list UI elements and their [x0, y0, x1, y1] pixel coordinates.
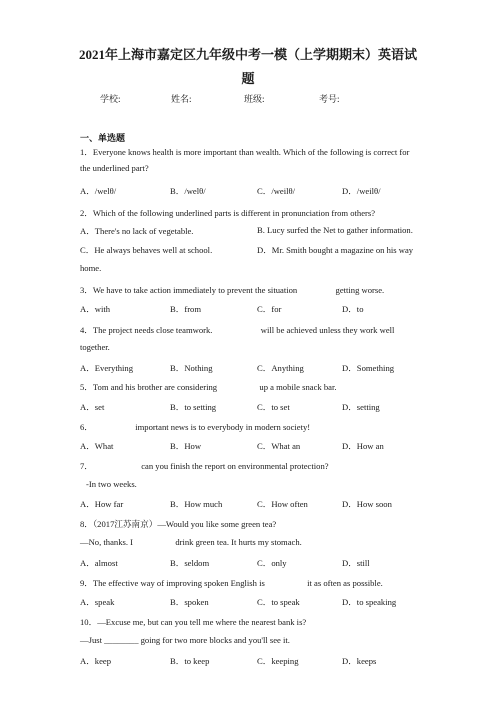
q9-option-a[interactable]: A．speak [80, 597, 115, 607]
q5-option-c[interactable]: C．to set [257, 402, 290, 412]
question-4-line2: together. [80, 342, 110, 352]
question-7-line [80, 460, 329, 472]
question-5-text-a: 5．Tom and his brother are considering [80, 382, 218, 392]
question-9-line [80, 577, 383, 589]
question-3-text-b: getting worse. [335, 285, 385, 295]
q6-option-d[interactable]: D．How an [342, 441, 384, 451]
question-4-text-b: will be achieved unless they work well [260, 325, 395, 335]
question-6-line [80, 421, 310, 433]
question-1-line1 [80, 146, 409, 158]
q2-option-d-continued: home. [80, 263, 102, 273]
q10-option-c[interactable]: C．keeping [257, 656, 299, 666]
q2-option-d[interactable]: D．Mr. Smith bought a magazine on his way [257, 245, 414, 255]
q7-option-d[interactable]: D．How soon [342, 499, 392, 509]
q1-option-c[interactable]: C．/weilθ/ [257, 186, 296, 196]
q7-option-a[interactable]: A．How far [80, 499, 124, 509]
q7-option-b[interactable]: B．How much [170, 499, 223, 509]
q2-option-c[interactable]: C．He always behaves well at school. [80, 245, 213, 255]
question-1-line2: the underlined part? [80, 163, 149, 173]
q2-option-a[interactable]: A．There's no lack of vegetable. [80, 226, 194, 236]
question-6-number: 6． [80, 422, 93, 432]
q1-option-a[interactable]: A．/welθ/ [80, 186, 117, 196]
question-2-text: 2．Which of the following underlined parts is different in pronunciation from others? [80, 208, 376, 218]
exam-title-line1: 2021年上海市嘉定区九年级中考一模（上学期期末）英语试 [78, 47, 417, 62]
q8-option-a[interactable]: A．almost [80, 558, 118, 568]
question-7-number: 7． [80, 461, 93, 471]
q4-option-d[interactable]: D．Something [342, 363, 395, 373]
question-10-line1: 10．—Excuse me, but can you tell me where the nearest bank is? [80, 617, 307, 627]
q8-option-d[interactable]: D．still [342, 558, 370, 568]
question-3-line [80, 284, 384, 296]
q3-option-d[interactable]: D．to [342, 304, 364, 314]
q3-option-b[interactable]: B．from [170, 304, 202, 314]
q2-option-b[interactable]: B. Lucy surfed the Net to gather information. [257, 225, 413, 235]
field-exam-number: 考号: [319, 94, 340, 104]
question-8-line1: 8．（2017江苏南京）—Would you like some green tea? [80, 519, 277, 529]
q9-option-b[interactable]: B．spoken [170, 597, 209, 607]
q9-option-c[interactable]: C．to speak [257, 597, 300, 607]
q6-option-c[interactable]: C．What an [257, 441, 301, 451]
question-10-line2: —Just ________ going for two more blocks and you'll see it. [80, 635, 290, 645]
q4-option-c[interactable]: C．Anything [257, 363, 304, 373]
field-class: 班级: [244, 94, 265, 104]
question-7-text: can you finish the report on environmental protection? [141, 461, 329, 471]
question-8-text-b: drink green tea. It hurts my stomach. [175, 537, 302, 547]
q1-option-d[interactable]: D．/weilθ/ [342, 186, 381, 196]
question-9-text-b: it as often as possible. [307, 578, 383, 588]
q5-option-b[interactable]: B．to setting [170, 402, 217, 412]
q9-option-d[interactable]: D．to speaking [342, 597, 397, 607]
section-heading: 一、单选题 [80, 133, 126, 143]
q5-option-d[interactable]: D．setting [342, 402, 380, 412]
question-3-text-a: 3．We have to take action immediately to prevent the situation [80, 285, 298, 295]
question-7-reply: -In two weeks. [86, 479, 137, 489]
q5-option-a[interactable]: A．set [80, 402, 105, 412]
q3-option-c[interactable]: C．for [257, 304, 282, 314]
q4-option-b[interactable]: B．Nothing [170, 363, 213, 373]
q1-option-b[interactable]: B．/welθ/ [170, 186, 206, 196]
q10-option-b[interactable]: B．to keep [170, 656, 210, 666]
question-5-text-b: up a mobile snack bar. [259, 382, 337, 392]
question-8-line2 [80, 537, 302, 547]
question-5-line [80, 381, 337, 393]
exam-title-line2: 题 [241, 71, 255, 86]
field-name: 姓名: [171, 94, 192, 104]
question-8-text-a: —No, thanks. I [80, 537, 133, 547]
q3-option-a[interactable]: A．with [80, 304, 111, 314]
question-9-text-a: 9．The effective way of improving spoken English is [80, 578, 265, 588]
question-1-text: 1．Everyone knows health is more important than wealth. Which of the following is correct for [80, 147, 410, 157]
field-school: 学校: [100, 94, 121, 104]
q7-option-c[interactable]: C．How often [257, 499, 308, 509]
question-4-line [80, 324, 394, 336]
question-4-text-a: 4．The project needs close teamwork. [80, 325, 213, 335]
question-6-text: important news is to everybody in modern society! [135, 422, 311, 432]
q8-option-b[interactable]: B．seldom [170, 558, 210, 568]
q6-option-a[interactable]: A．What [80, 441, 114, 451]
q4-option-a[interactable]: A．Everything [80, 363, 133, 373]
q10-option-d[interactable]: D．keeps [342, 656, 377, 666]
q8-option-c[interactable]: C．only [257, 558, 287, 568]
q6-option-b[interactable]: B．How [170, 441, 202, 451]
q10-option-a[interactable]: A．keep [80, 656, 112, 666]
